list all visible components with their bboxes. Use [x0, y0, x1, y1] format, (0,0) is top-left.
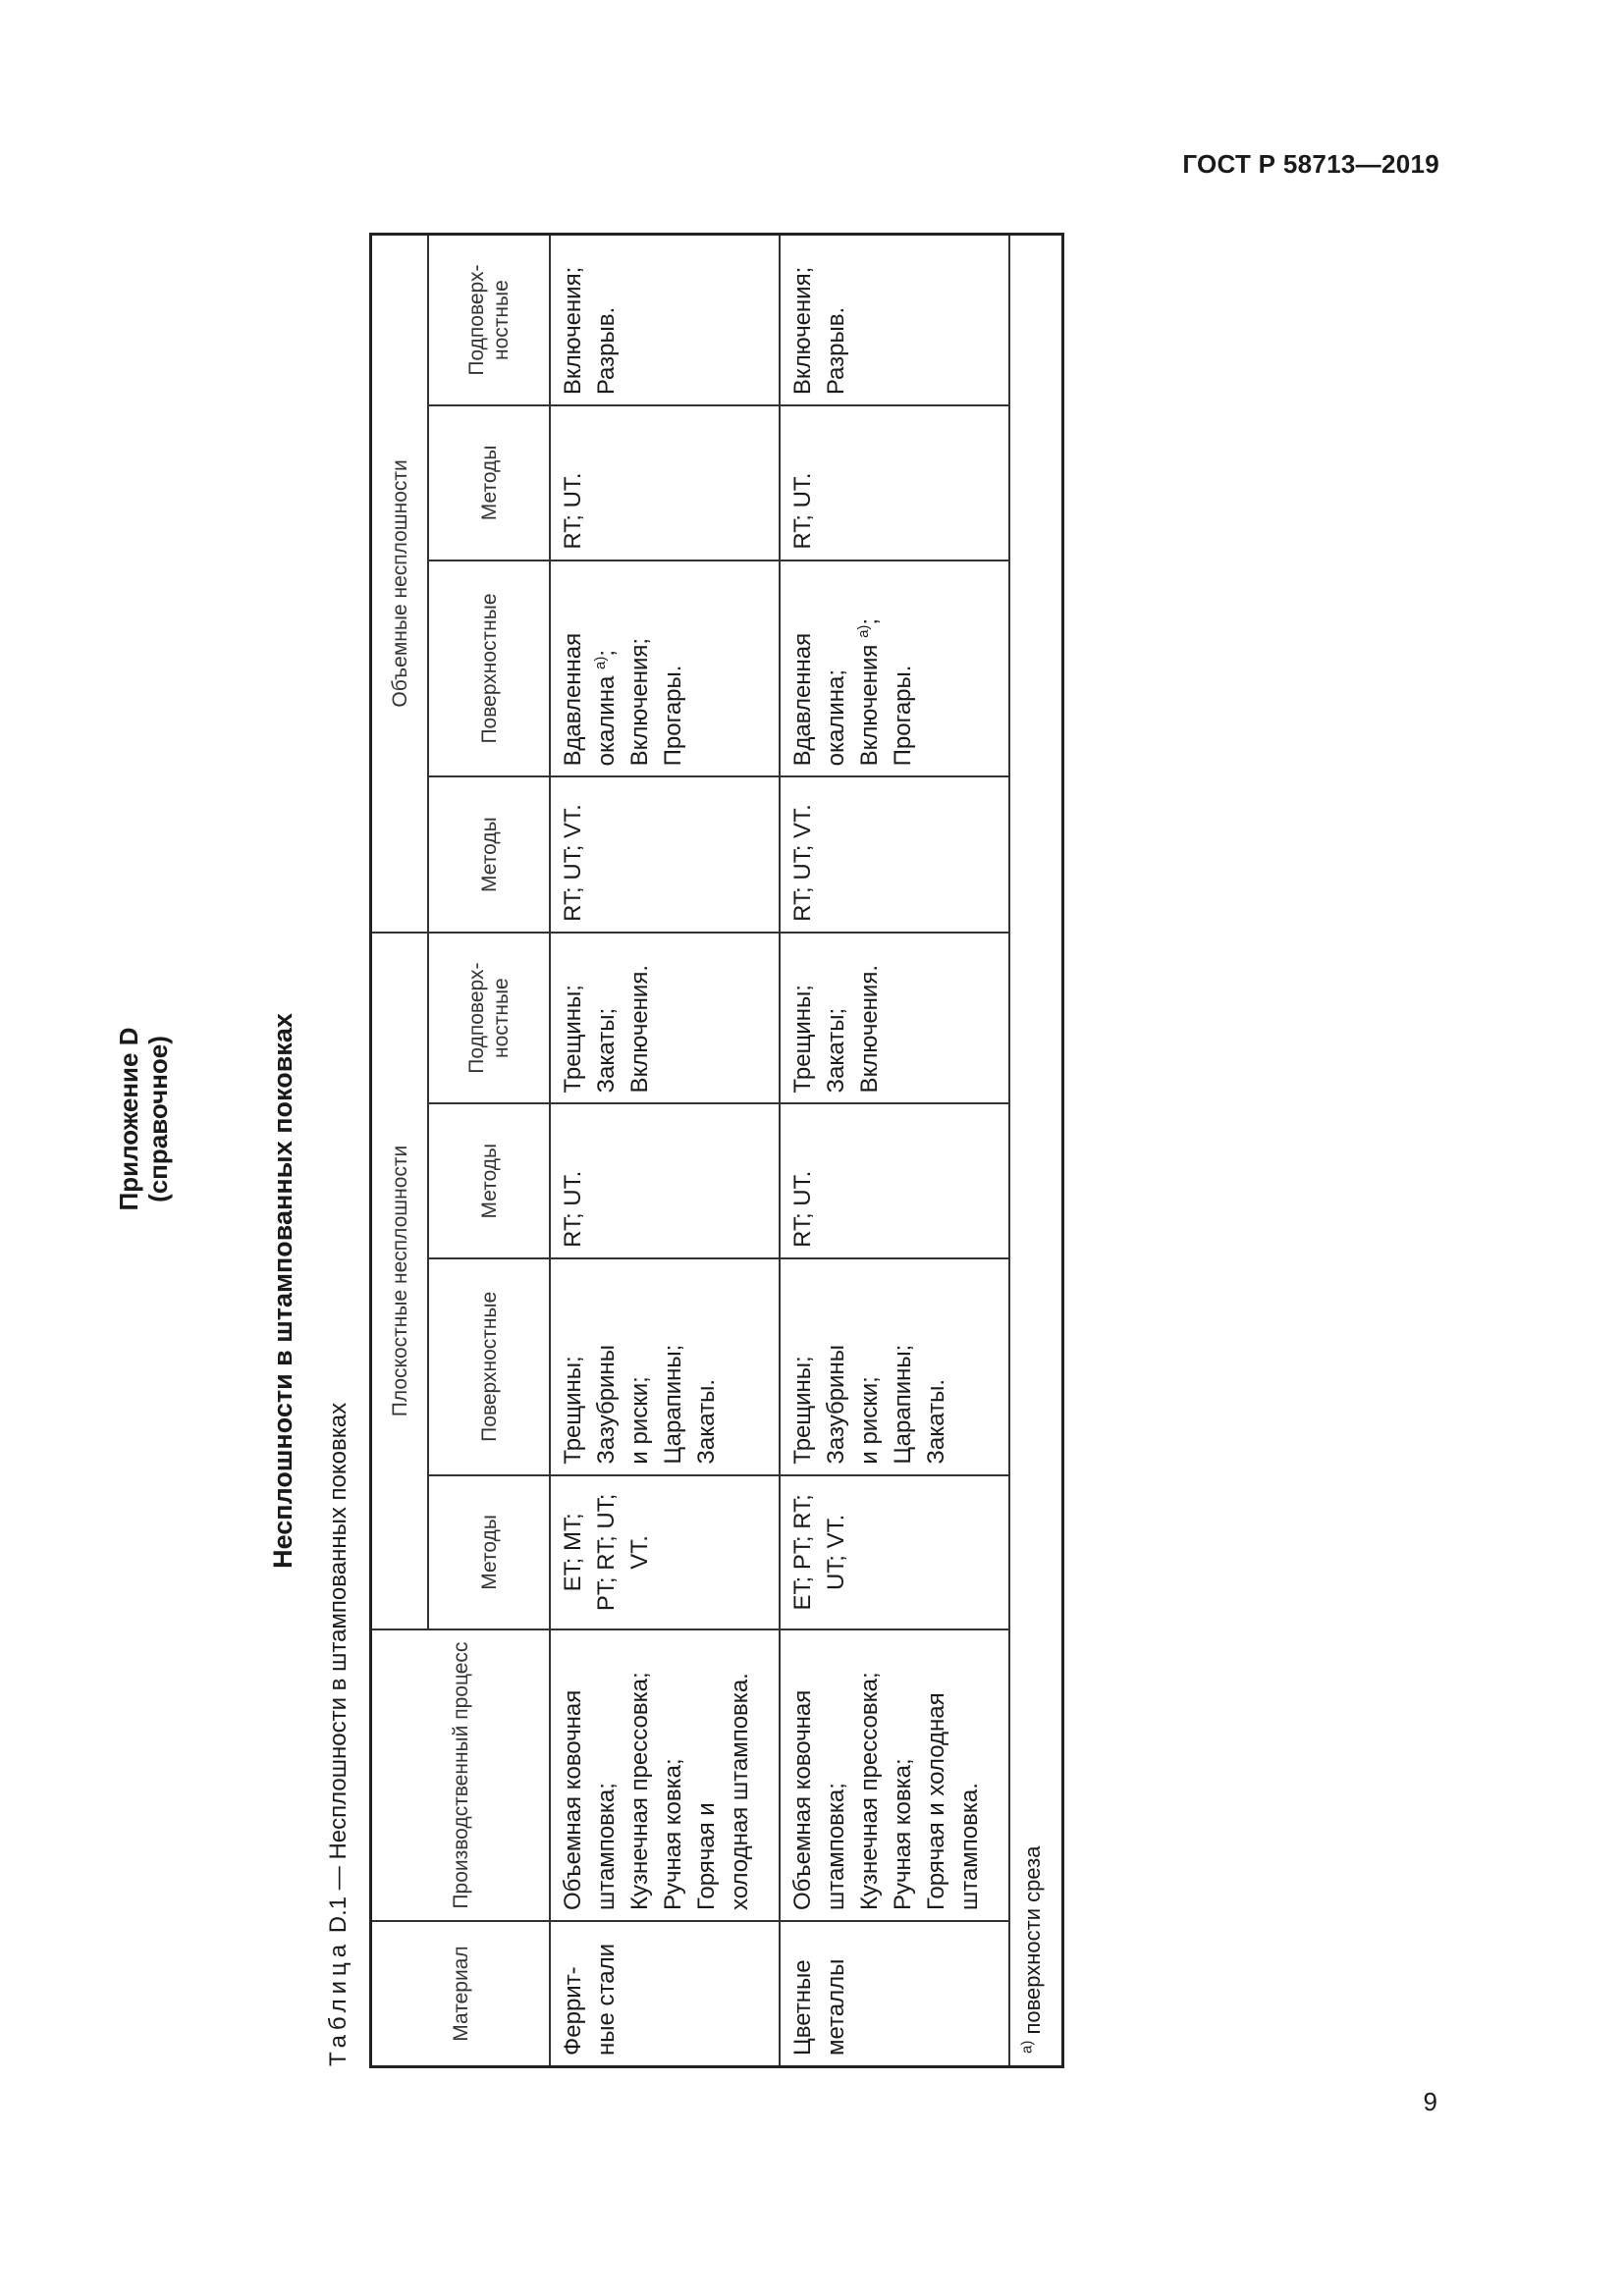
vol-surface-line-text: Вдавленная: [560, 632, 586, 767]
vol-surface-line: [657, 571, 690, 767]
process-line: Объемная ковочная штамповка;: [560, 1689, 620, 1911]
standard-header: ГОСТ Р 58713—2019: [1182, 149, 1439, 179]
header-planar: Плоскостные несплошности: [371, 933, 429, 1629]
planar-surface-line: Царапины;: [890, 1344, 916, 1465]
vol-subsurface-line: Разрыв.: [823, 306, 849, 396]
process-line: Горячая и: [693, 1802, 720, 1911]
header-vol-subsurface: Подповерх- ностные: [428, 235, 550, 406]
process-line: Ручная ковка;: [890, 1758, 916, 1911]
table-row: [550, 235, 780, 2067]
vol-methods-cell: RT; UT; VT.: [780, 776, 1009, 933]
planar-surface-line: и риски;: [626, 1376, 653, 1465]
planar-surface-line: и риски;: [856, 1376, 883, 1465]
footnote-text: поверхности среза: [1020, 1845, 1045, 2041]
process-line: холодная штамповка.: [727, 1673, 753, 1911]
vol-surface-line: [557, 571, 590, 767]
vol-surface-line: [623, 571, 657, 767]
process-line: Горячая и холодная штамповка.: [923, 1692, 983, 1911]
header-planar-sub-methods: Методы: [428, 1103, 550, 1257]
vol-surface-line-tail: ;: [856, 617, 883, 625]
header-planar-subsurface: Подповерх- ностные: [428, 933, 550, 1104]
table-caption: [324, 1183, 353, 2066]
vol-surface-line: [820, 571, 853, 767]
planar-surface-cell: [550, 1258, 780, 1475]
header-planar-surface: Поверхностные: [428, 1258, 550, 1475]
table-body: [550, 235, 1009, 2067]
vol-surface-line-text: Включения;: [626, 637, 653, 767]
planar-surface-cell: [780, 1258, 1009, 1475]
vol-surface-line-text: окалина;: [823, 668, 849, 767]
vol-surface-line: [590, 571, 623, 767]
vol-surface-line-text: окалина: [593, 668, 620, 767]
header-vol-sub-methods: Методы: [428, 405, 550, 560]
vol-surface-cell: [550, 561, 780, 777]
vol-subsurface-cell: [550, 235, 780, 406]
planar-surface-line: Закаты.: [923, 1379, 949, 1465]
process-cell: [780, 1629, 1009, 1921]
vol-surface-line-text: Включения: [856, 637, 883, 767]
planar-surface-line: Закаты.: [693, 1379, 720, 1465]
vol-surface-line-text: Вдавленная: [789, 632, 816, 767]
vol-surface-line: [786, 571, 820, 767]
vol-surface-line-tail: ;: [593, 649, 620, 657]
planar-subsurface-line: Трещины;: [789, 985, 816, 1094]
footnote-ref: а): [855, 624, 872, 638]
planar-subsurface-line: Трещины;: [560, 985, 586, 1094]
vol-surface-line-text: Прогары.: [660, 665, 686, 767]
annex-subtitle: (справочное): [143, 1036, 173, 1202]
process-cell: [550, 1629, 780, 1921]
process-line: Ручная ковка;: [660, 1758, 686, 1911]
footnote-row: [1009, 235, 1063, 2067]
header-vol-surface: Поверхностные: [428, 561, 550, 777]
vol-subsurface-line: Включения;: [560, 266, 586, 396]
process-line: Кузнечная прессовка;: [626, 1672, 653, 1911]
section-heading: Несплошности в штампованных поковках: [268, 1013, 298, 1569]
vol-surface-cell: [780, 561, 1009, 777]
planar-subsurface-cell: [550, 933, 780, 1104]
vol-surface-line-text: Прогары.: [890, 665, 916, 767]
planar-sub-methods-cell: RT; UT.: [550, 1103, 780, 1257]
footnote-mark: а): [1018, 2040, 1036, 2054]
vol-surface-line: [853, 571, 887, 767]
footnote-cell: [1009, 235, 1063, 2067]
vol-subsurface-cell: [780, 235, 1009, 406]
planar-surface-line: Трещины;: [560, 1356, 586, 1465]
planar-surface-line: Трещины;: [789, 1356, 816, 1465]
vol-surface-line: [887, 571, 920, 767]
vol-methods-cell: RT; UT; VT.: [550, 776, 780, 933]
planar-subsurface-cell: [780, 933, 1009, 1104]
vol-sub-methods-cell: RT; UT.: [550, 405, 780, 560]
header-group-row: [371, 235, 429, 2067]
process-line: Объемная ковочная штамповка;: [789, 1689, 849, 1911]
table-caption-text: D.1 — Несплошности в штампованных поковках: [325, 1402, 352, 1940]
table-row: [780, 235, 1009, 2067]
planar-subsurface-line: Включения.: [856, 965, 883, 1094]
planar-subsurface-line: Включения.: [626, 965, 653, 1094]
header-planar-methods: Методы: [428, 1475, 550, 1629]
page-number: 9: [1423, 2087, 1437, 2116]
planar-methods-cell: ET; PT; RT; UT; VT.: [780, 1475, 1009, 1629]
vol-sub-methods-cell: RT; UT.: [780, 405, 1009, 560]
header-vol-methods: Методы: [428, 776, 550, 933]
header-process: Производственный процесс: [371, 1629, 551, 1921]
planar-surface-line: Царапины;: [660, 1344, 686, 1465]
discontinuities-table: [369, 233, 1064, 2068]
annex-title-block: [114, 972, 173, 1266]
planar-subsurface-line: Закаты;: [593, 1007, 620, 1094]
table-caption-prefix: Таблица: [325, 1939, 352, 2066]
footnote-ref: а): [592, 656, 609, 669]
planar-surface-line: Зазубрины: [823, 1345, 849, 1465]
material-cell: Феррит- ные стали: [550, 1921, 780, 2066]
planar-sub-methods-cell: RT; UT.: [780, 1103, 1009, 1257]
vol-subsurface-line: Разрыв.: [593, 306, 620, 396]
process-line: Кузнечная прессовка;: [856, 1672, 883, 1911]
annex-title: Приложение D: [114, 1027, 143, 1211]
header-volumetric: Объемные несплошности: [371, 235, 429, 933]
planar-methods-cell: ET; MT; PT; RT; UT; VT.: [550, 1475, 780, 1629]
material-cell: Цветные металлы: [780, 1921, 1009, 2066]
planar-surface-line: Зазубрины: [593, 1345, 620, 1465]
discontinuities-table-wrapper: [369, 233, 1064, 2068]
header-material: Материал: [371, 1921, 551, 2066]
vol-subsurface-line: Включения;: [789, 266, 816, 396]
planar-subsurface-line: Закаты;: [823, 1007, 849, 1094]
